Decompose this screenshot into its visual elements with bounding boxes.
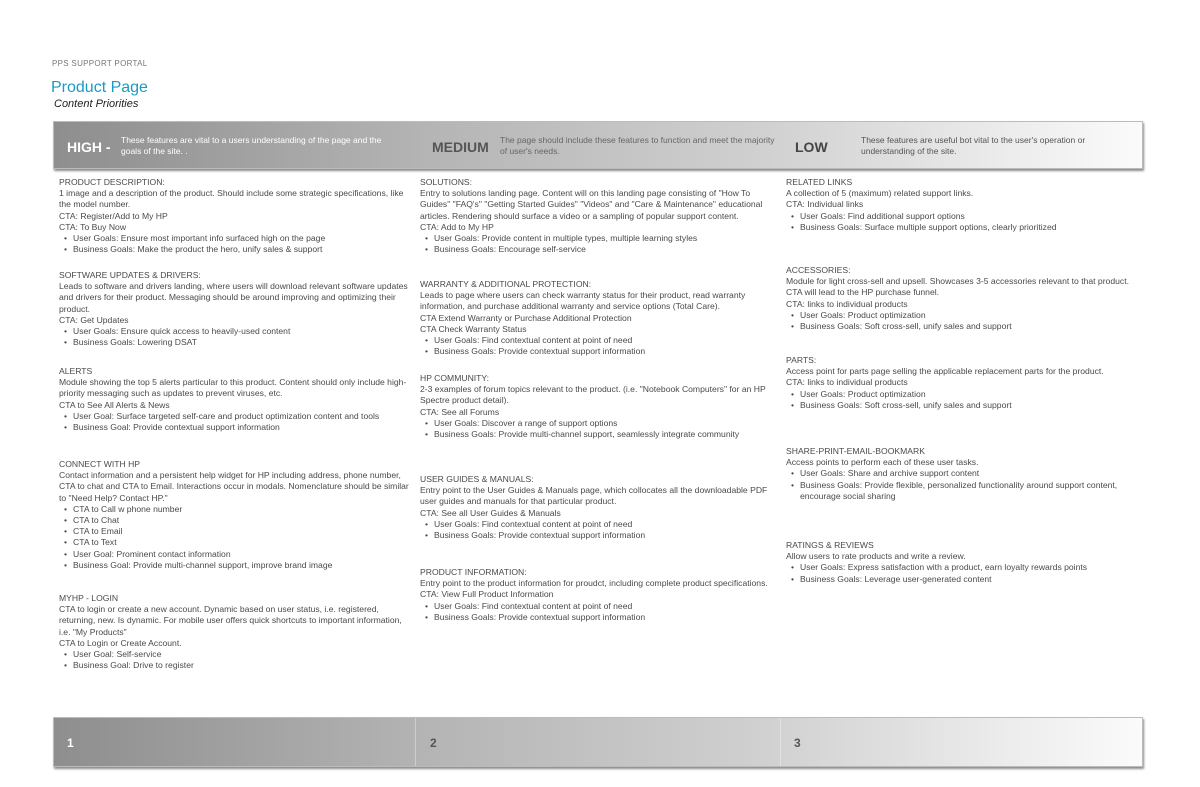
section-text: CTA: Individual links — [786, 199, 864, 210]
goal-item: • User Goals: Find contextual content at point of need — [434, 335, 770, 346]
content-section — [786, 540, 1136, 585]
content-section — [420, 373, 770, 440]
goal-item: • Business Goals: Soft cross-sell, unify sales and support — [800, 321, 1136, 332]
content-section — [786, 446, 1136, 502]
goal-item: • User Goals: Find contextual content at point of need — [434, 601, 770, 612]
section-title: CONNECT WITH HP — [59, 459, 141, 469]
section-text: 1 image and a description of the product. Should include some strategic specifications, like the model number. — [59, 188, 404, 210]
content-section — [420, 177, 770, 255]
column-number-2: 2 — [430, 736, 437, 750]
section-title: SOLUTIONS: — [420, 177, 473, 187]
content-section — [786, 355, 1136, 411]
section-text: CTA Extend Warranty or Purchase Additional Protection — [420, 312, 632, 323]
goal-item: • User Goal: Surface targeted self-care and product optimization content and tools — [73, 411, 414, 422]
medium-description: The page should include these features to function and meet the majority of user's needs. — [500, 135, 775, 156]
goal-item: • Business Goal: Provide contextual support information — [73, 422, 414, 433]
goal-item: • User Goals: Find contextual content at point of need — [434, 519, 770, 530]
goal-item: • User Goals: Find additional support options — [800, 211, 1136, 222]
goal-item: • User Goal: Prominent contact information — [73, 549, 414, 560]
content-section — [786, 177, 1136, 233]
goal-item: • Business Goal: Drive to register — [73, 660, 414, 671]
section-title: ALERTS — [59, 366, 93, 376]
goal-item: • Business Goals: Encourage self-service — [434, 244, 770, 255]
section-title: USER GUIDES & MANUALS: — [420, 474, 534, 484]
goal-list — [786, 468, 1136, 502]
goal-item: • Business Goals: Provide contextual support information — [434, 346, 770, 357]
goal-list — [59, 649, 414, 671]
content-section — [59, 270, 414, 348]
divider — [780, 718, 781, 766]
content-section — [59, 366, 414, 433]
section-text: A collection of 5 (maximum) related support links. — [786, 188, 974, 199]
section-text: CTA: Register/Add to My HP — [59, 210, 168, 221]
section-text: Leads to page where users can check warranty status for their product, read warranty information, and purchase additional warranty and service options (Total Care). — [420, 290, 746, 312]
section-title: MYHP - LOGIN — [59, 593, 119, 603]
goal-list — [59, 233, 414, 255]
section-text: Module for light cross-sell and upsell. Showcases 3-5 accessories relevant to that product. CTA will lead to the HP purchase funnel. — [786, 276, 1129, 298]
section-text: CTA Check Warranty Status — [420, 323, 527, 334]
goal-item: • Business Goals: Provide contextual support information — [434, 530, 770, 541]
section-text: Entry to solutions landing page. Content will on this landing page consisting of "How To Guides" "FAQ's" "Getting Started Guides" "Videos" and "Care & Maintenance" educational articles. Rendering should surface a video or a sampling of popular support content. — [420, 188, 763, 221]
section-title: RATINGS & REVIEWS — [786, 540, 874, 550]
content-section — [786, 265, 1136, 332]
goal-list — [59, 326, 414, 348]
section-title: SHARE-PRINT-EMAIL-BOOKMARK — [786, 446, 925, 456]
column-number-3: 3 — [794, 736, 801, 750]
priority-footer-bar — [53, 717, 1143, 767]
goal-item: • CTA to Email — [73, 526, 414, 537]
section-title: PARTS: — [786, 355, 817, 365]
goal-list — [420, 233, 770, 255]
content-section — [59, 459, 414, 571]
goal-item: • User Goals: Express satisfaction with a product, earn loyalty rewards points — [800, 562, 1136, 573]
low-label: LOW — [795, 139, 828, 155]
portal-kicker: PPS SUPPORT PORTAL — [52, 59, 148, 68]
goal-item: • User Goals: Share and archive support content — [800, 468, 1136, 479]
content-section — [420, 567, 770, 623]
priority-legend-bar — [53, 121, 1143, 169]
goal-list — [786, 389, 1136, 411]
section-text: CTA: links to individual products — [786, 377, 908, 388]
goal-item: • User Goals: Provide content in multiple types, multiple learning styles — [434, 233, 770, 244]
goal-item: • CTA to Text — [73, 537, 414, 548]
section-text: Allow users to rate products and write a review. — [786, 551, 966, 562]
goal-list — [420, 601, 770, 623]
section-text: CTA: See all User Guides & Manuals — [420, 507, 561, 518]
section-text: CTA to login or create a new account. Dynamic based on user status, i.e. registered, returning, new. Is dynamic. For mobile user offers quick shortcuts to important information, i.e. "My Products" — [59, 604, 402, 637]
section-text: Contact information and a persistent help widget for HP including address, phone number, CTA to chat and CTA to Email. Interactions occur in modals. Nomenclature should be similar to "Need Help? Contact HP." — [59, 470, 409, 503]
goal-item: • Business Goals: Make the product the hero, unify sales & support — [73, 244, 414, 255]
section-text: Access points to perform each of these user tasks. — [786, 457, 979, 468]
goal-item: • Business Goals: Lowering DSAT — [73, 337, 414, 348]
goal-item: • Business Goals: Provide contextual support information — [434, 612, 770, 623]
goal-item: • User Goals: Ensure most important info surfaced high on the page — [73, 233, 414, 244]
goal-item: • CTA to Chat — [73, 515, 414, 526]
goal-item: • Business Goal: Provide multi-channel support, improve brand image — [73, 560, 414, 571]
page-title: Product Page — [51, 79, 148, 96]
section-text: CTA: Get Updates — [59, 314, 129, 325]
medium-label: MEDIUM — [432, 139, 489, 155]
goal-item: • Business Goals: Provide flexible, personalized functionality around support content, encourage social sharing — [800, 480, 1136, 502]
section-text: CTA: See all Forums — [420, 406, 500, 417]
goal-item: • Business Goals: Surface multiple support options, clearly prioritized — [800, 222, 1136, 233]
section-text: CTA to Login or Create Account. — [59, 637, 182, 648]
goal-item: • User Goals: Product optimization — [800, 389, 1136, 400]
goal-item: • Business Goals: Leverage user-generated content — [800, 574, 1136, 585]
goal-list — [786, 211, 1136, 233]
goal-list — [420, 335, 770, 357]
divider — [415, 718, 416, 766]
goal-list — [59, 504, 414, 571]
section-title: WARRANTY & ADDITIONAL PROTECTION: — [420, 279, 592, 289]
content-section — [59, 177, 414, 255]
low-description: These features are useful bot vital to the user's operation or understanding of the site. — [861, 135, 1086, 156]
section-text: Leads to software and drivers landing, where users will download relevant software updates and drivers for their product. Messaging should be around improving and optimizing their product. — [59, 281, 408, 314]
goal-list — [786, 310, 1136, 332]
goal-item: • User Goals: Ensure quick access to heavily-used content — [73, 326, 414, 337]
content-section — [59, 593, 414, 671]
section-text: Entry point to the product information for proudct, including complete product specifications. — [420, 578, 768, 589]
section-text: Access point for parts page selling the applicable replacement parts for the product. — [786, 366, 1104, 377]
section-text: Module showing the top 5 alerts particular to this product. Content should only include high-priority messaging such as updates to prevent viruses, etc. — [59, 377, 407, 399]
goal-list — [420, 519, 770, 541]
goal-list — [59, 411, 414, 433]
section-text: CTA: View Full Product Information — [420, 589, 554, 600]
goal-list — [420, 418, 770, 440]
section-text: CTA to See All Alerts & News — [59, 399, 170, 410]
section-title: PRODUCT INFORMATION: — [420, 567, 527, 577]
high-label: HIGH - — [67, 139, 111, 155]
section-text: CTA: links to individual products — [786, 298, 908, 309]
section-title: PRODUCT DESCRIPTION: — [59, 177, 165, 187]
section-text: Entry point to the User Guides & Manuals page, which collocates all the downloadable PDF user guides and manuals for that particular product. — [420, 485, 768, 507]
section-text: CTA: Add to My HP — [420, 221, 494, 232]
goal-item: • CTA to Call w phone number — [73, 504, 414, 515]
column-number-1: 1 — [67, 736, 74, 750]
content-section — [420, 279, 770, 357]
goal-item: • User Goals: Product optimization — [800, 310, 1136, 321]
section-title: SOFTWARE UPDATES & DRIVERS: — [59, 270, 201, 280]
goal-item: • Business Goals: Provide multi-channel support, seamlessly integrate community — [434, 429, 770, 440]
goal-item: • Business Goals: Soft cross-sell, unify sales and support — [800, 400, 1136, 411]
page-subtitle: Content Priorities — [54, 98, 139, 110]
section-title: HP COMMUNITY: — [420, 373, 490, 383]
section-text: 2-3 examples of forum topics relevant to the product. (i.e. "Notebook Computers" for an HP Spectre product detail). — [420, 384, 766, 406]
goal-list — [786, 562, 1136, 584]
goal-item: • User Goals: Discover a range of support options — [434, 418, 770, 429]
section-text: CTA: To Buy Now — [59, 221, 127, 232]
section-title: RELATED LINKS — [786, 177, 853, 187]
section-title: ACCESSORIES: — [786, 265, 851, 275]
goal-item: • User Goal: Self-service — [73, 649, 414, 660]
content-section — [420, 474, 770, 541]
high-description: These features are vital to a users understanding of the page and the goals of the site. . — [121, 135, 382, 156]
